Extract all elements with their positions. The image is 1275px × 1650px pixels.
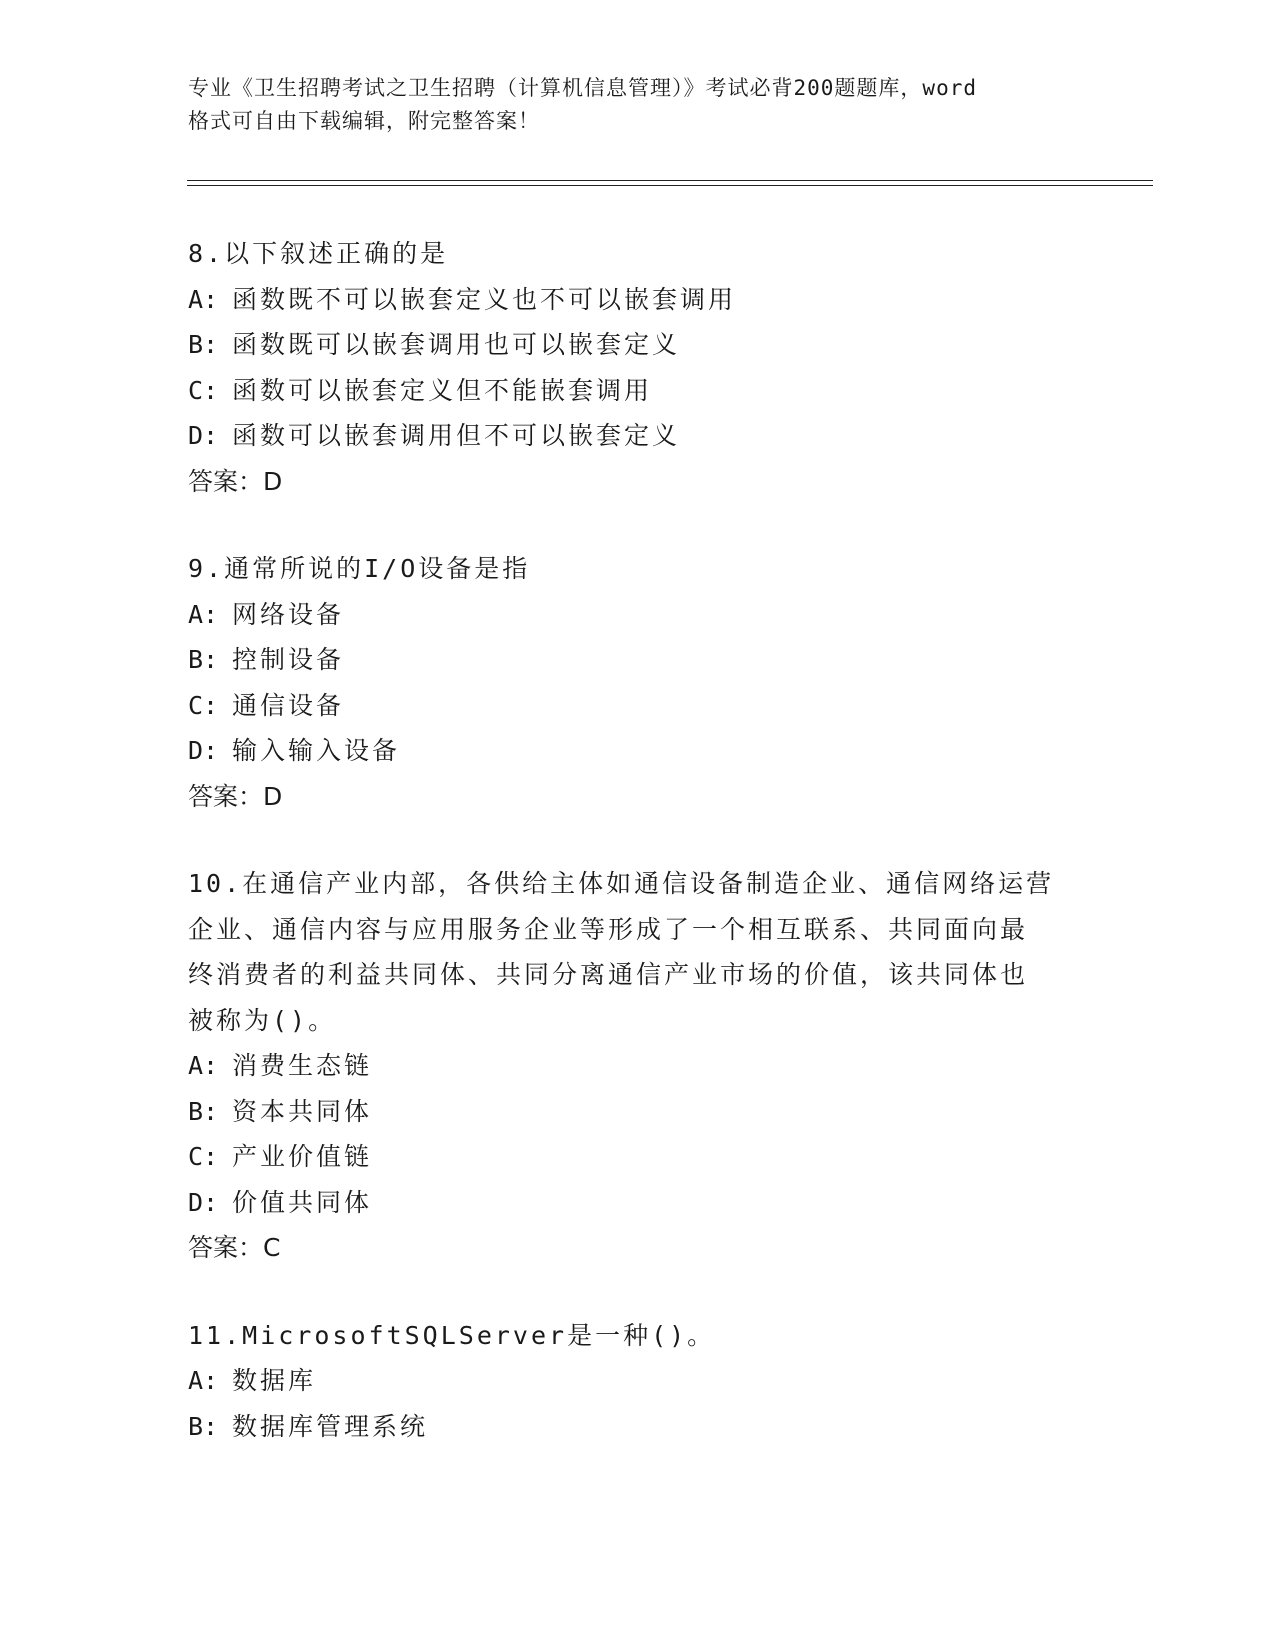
option-letter: B:	[188, 1411, 219, 1441]
answer-option	[188, 322, 1088, 368]
answer-option	[188, 1089, 1088, 1135]
answer-option	[188, 592, 1088, 638]
option-letter: A:	[188, 284, 219, 314]
option-text: 函数既不可以嵌套定义也不可以嵌套调用	[232, 284, 737, 314]
question-block	[188, 231, 1088, 504]
option-letter: A:	[188, 1051, 219, 1080]
answer-option	[188, 1134, 1088, 1180]
question-list	[188, 231, 1088, 1491]
question-stem: 11.MicrosoftSQLServer是一种()。	[188, 1320, 716, 1350]
question-stem: 9.通常所说的I/O设备是指	[188, 554, 531, 583]
question-stem: 10.在通信产业内部，各供给主体如通信设备制造企业、通信网络运营	[188, 869, 1055, 898]
option-text: 输入输入设备	[232, 736, 401, 765]
option-text: 网络设备	[232, 599, 345, 629]
header-divider-bottom	[187, 185, 1153, 186]
document-header	[188, 72, 1108, 138]
header-line-1: 专业《卫生招聘考试之卫生招聘（计算机信息管理）》考试必背200题题库，word	[188, 76, 977, 100]
question-block	[188, 1313, 1088, 1450]
option-text: 价值共同体	[232, 1187, 373, 1217]
answer-option	[188, 413, 1088, 459]
option-letter: B:	[188, 1096, 219, 1126]
answer-key: 答案：C	[188, 1233, 281, 1262]
question-stem: 被称为()。	[188, 1005, 337, 1035]
option-text: 数据库管理系统	[232, 1411, 429, 1441]
answer-option	[188, 728, 1088, 774]
option-text: 控制设备	[232, 645, 345, 674]
question-stem: 终消费者的利益共同体、共同分离通信产业市场的价值，该共同体也	[188, 960, 1029, 989]
option-letter: D:	[188, 1187, 219, 1217]
option-text: 消费生态链	[232, 1051, 373, 1080]
question-stem: 企业、通信内容与应用服务企业等形成了一个相互联系、共同面向最	[188, 914, 1029, 944]
option-letter: B:	[188, 330, 219, 359]
answer-key: 答案：D	[188, 781, 283, 811]
option-letter: D:	[188, 421, 219, 450]
header-line-2: 格式可自由下载编辑，附完整答案！	[188, 109, 540, 133]
option-text: 函数可以嵌套定义但不能嵌套调用	[232, 375, 653, 405]
option-text: 通信设备	[232, 690, 345, 720]
option-letter: C:	[188, 375, 219, 405]
option-letter: B:	[188, 645, 219, 674]
question-block	[188, 546, 1088, 819]
option-letter: A:	[188, 1366, 219, 1395]
header-divider-top	[187, 180, 1153, 181]
option-text: 数据库	[232, 1366, 317, 1395]
option-text: 资本共同体	[232, 1096, 373, 1126]
answer-option	[188, 1180, 1088, 1226]
answer-option	[188, 1043, 1088, 1089]
question-block	[188, 861, 1088, 1271]
answer-option	[188, 1404, 1088, 1450]
option-letter: A:	[188, 599, 219, 629]
option-letter: C:	[188, 1142, 219, 1171]
option-text: 函数可以嵌套调用但不可以嵌套定义	[232, 421, 681, 450]
answer-key: 答案：D	[188, 466, 283, 496]
answer-option	[188, 1358, 1088, 1404]
answer-option	[188, 683, 1088, 729]
question-stem: 8.以下叙述正确的是	[188, 239, 449, 268]
option-text: 函数既可以嵌套调用也可以嵌套定义	[232, 330, 681, 359]
answer-option	[188, 637, 1088, 683]
option-text: 产业价值链	[232, 1142, 373, 1171]
option-letter: C:	[188, 690, 219, 720]
option-letter: D:	[188, 736, 219, 765]
answer-option	[188, 368, 1088, 414]
answer-option	[188, 277, 1088, 323]
